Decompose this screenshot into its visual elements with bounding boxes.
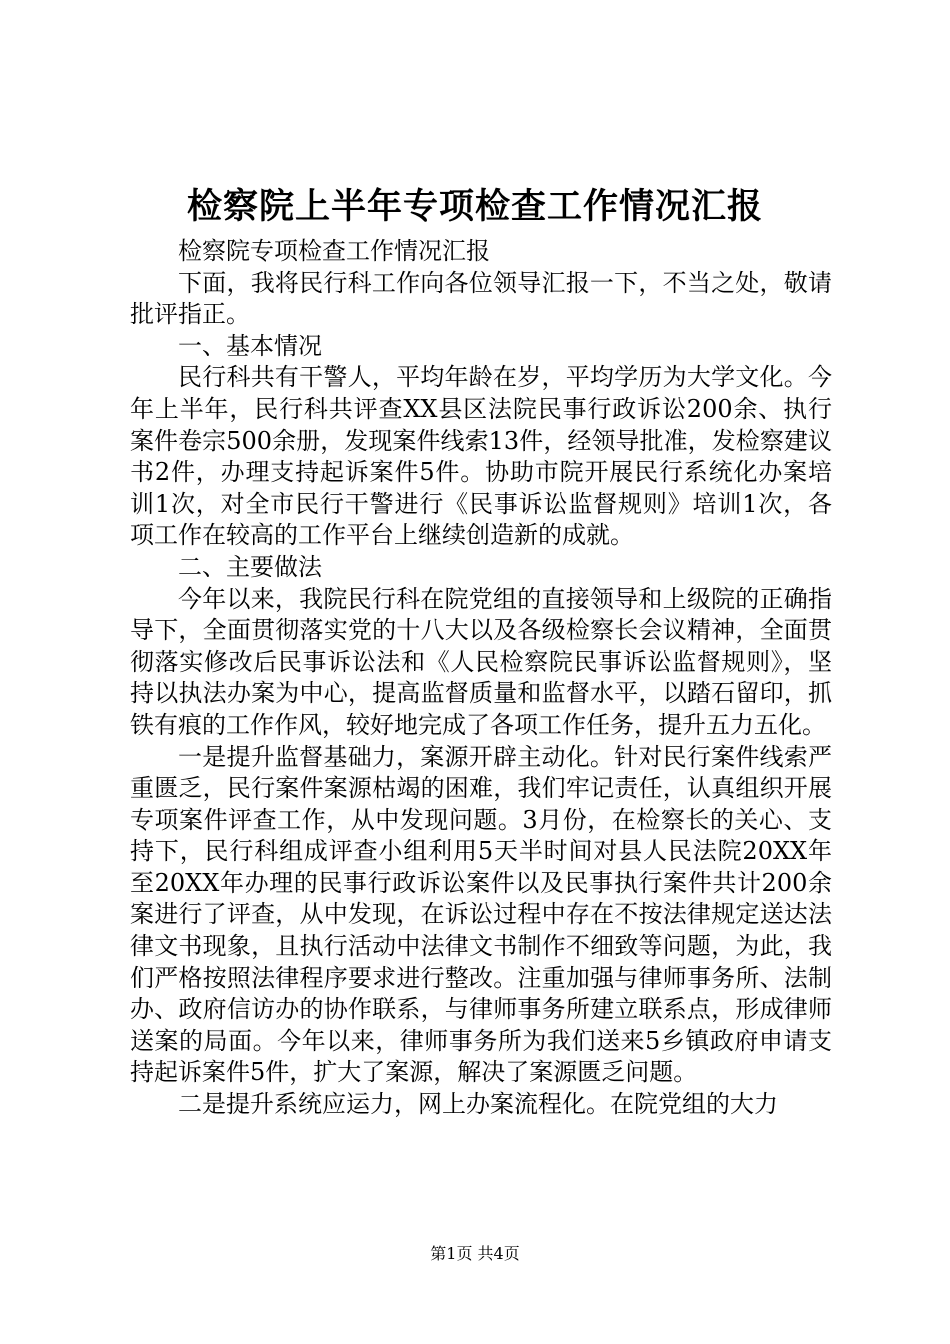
document-body xyxy=(130,236,832,1121)
section-heading-basic: 一、基本情况 xyxy=(178,331,322,360)
paragraph-intro: 下面，我将民行科工作向各位领导汇报一下，不当之处，敬请批评指正。 xyxy=(130,268,832,329)
document-title: 检察院上半年专项检查工作情况汇报 xyxy=(186,186,763,227)
section-heading-methods: 二、主要做法 xyxy=(178,552,322,581)
paragraph-basic-situation: 民行科共有干警人，平均年龄在岁，平均学历为大学文化。今年上半年，民行科共评查XX县区法院民事行政诉讼200余、执行案件卷宗500余册，发现案件线索13件，经领导批准，发检察建议书2件，办理支持起诉案件5件。协助市院开展民行系统化办案培训1次，对全市民行干警进行《民事诉讼监督规则》培训1次，各项工作在较高的工作平台上继续创造新的成就。 xyxy=(130,363,832,550)
paragraph-subtitle: 检察院专项检查工作情况汇报 xyxy=(178,237,490,265)
paragraph-point-one: 一是提升监督基础力，案源开辟主动化。针对民行案件线索严重匮乏，民行案件案源枯竭的困难，我们牢记责任，认真组织开展专项案件评查工作，从中发现问题。3月份，在检察长的关心、支持下，民行科组成评查小组利用5天半时间对县人民法院20XX年至20XX年办理的民事行政诉讼案件以及民事执行案件共计200余案进行了评查，从中发现，在诉讼过程中存在不按法律规定送达法律文书现象，且执行活动中法律文书制作不细致等问题，为此，我们严格按照法律程序要求进行整改。注重加强与律师事务所、法制办、政府信访办的协作联系，与律师事务所建立联系点，形成律师送案的局面。今年以来，律师事务所为我们送来5乡镇政府申请支持起诉案件5件，扩大了案源，解决了案源匮乏问题。 xyxy=(130,742,832,1087)
page-footer: 第1页 共4页 xyxy=(430,1244,520,1263)
paragraph-point-two: 二是提升系统应运力，网上办案流程化。在院党组的大力 xyxy=(178,1090,778,1119)
paragraph-methods-overview: 今年以来，我院民行科在院党组的直接领导和上级院的正确指导下，全面贯彻落实党的十八大以及各级检察长会议精神，全面贯彻落实修改后民事诉讼法和《人民检察院民事诉讼监督规则》，坚持以执法办案为中心，提高监督质量和监督水平，以踏石留印，抓铁有痕的工作作风，较好地完成了各项工作任务，提升五力五化。 xyxy=(130,584,832,739)
